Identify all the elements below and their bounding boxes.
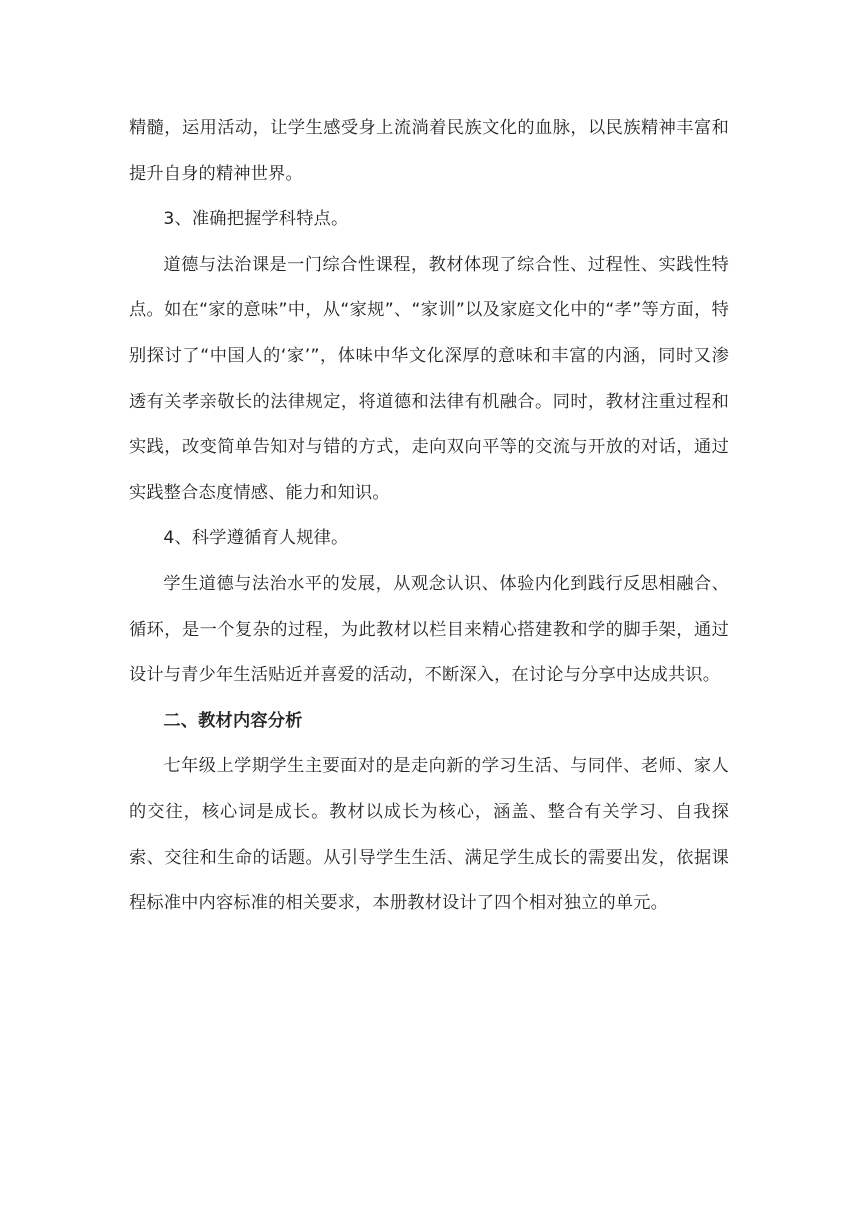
section-heading-content-analysis: 二、教材内容分析 xyxy=(163,710,303,731)
paragraph-subject-features: 道德与法治课是一门综合性课程，教材体现了综合性、过程性、实践性特点。如在“家的意味”中，从“家规”、“家训”以及家庭文化中的“孝”等方面，特别探讨了“中国人的‘家’”，体味中华文化深厚的意味和丰富的内涵，同时又渗透有关孝亲敬长的法律规定，将道德和法律有机融合。同时，教材注重过程和实践，改变简单告知对与错的方式，走向双向平等的交流与开放的对话，通过实践整合态度情感、能力和知识。 xyxy=(129,254,729,503)
paragraph-education-rules: 学生道德与法治水平的发展，从观念认识、体验内化到践行反思相融合、循环，是一个复杂的过程，为此教材以栏目来精心搭建教和学的脚手架，通过设计与青少年生活贴近并喜爱的活动，不断深入，在讨论与分享中达成共识。 xyxy=(129,573,729,686)
subheading-education-rules: 4、科学遵循育人规律。 xyxy=(163,528,349,549)
subheading-subject-features: 3、准确把握学科特点。 xyxy=(163,209,349,230)
paragraph-continuation: 精髓，运用活动，让学生感受身上流淌着民族文化的血脉，以民族精神丰富和提升自身的精神世界。 xyxy=(129,118,729,184)
paragraph-content-analysis: 七年级上学期学生主要面对的是走向新的学习生活、与同伴、老师、家人的交往，核心词是成长。教材以成长为核心，涵盖、整合有关学习、自我探索、交往和生命的话题。从引导学生生活、满足学生成长的需要出发，依据课程标准中内容标准的相关要求，本册教材设计了四个相对独立的单元。 xyxy=(129,756,729,914)
document-body xyxy=(129,106,729,927)
